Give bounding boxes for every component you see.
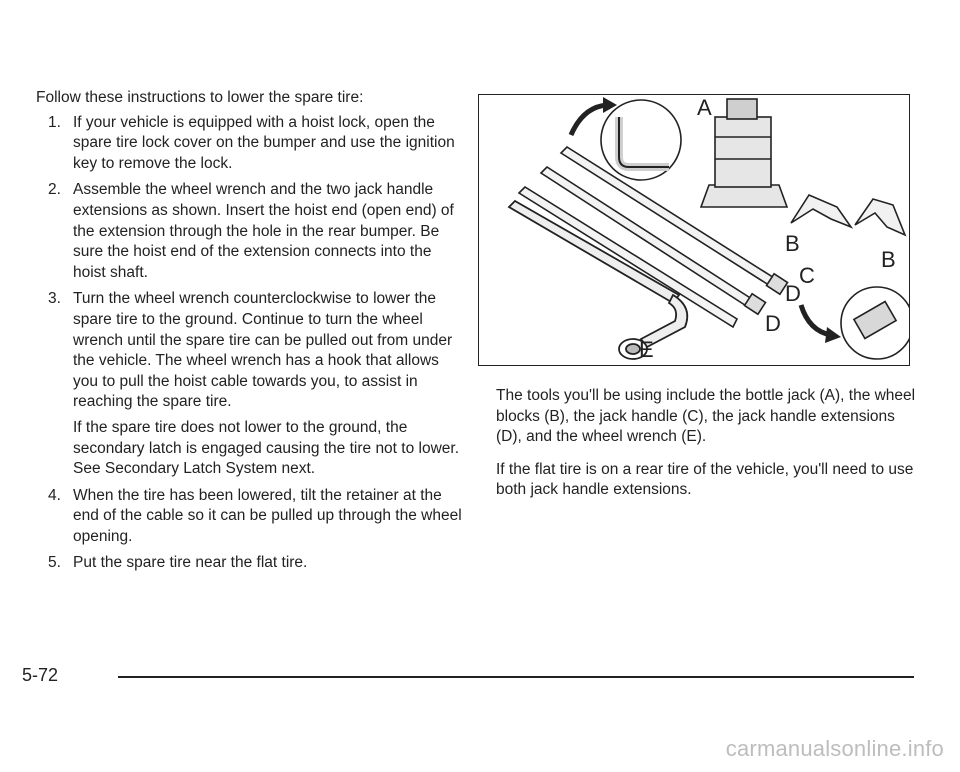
wrench-shaft <box>509 201 679 303</box>
step-3 <box>36 289 466 479</box>
jack-handle-bar <box>519 187 737 327</box>
label-b-left: B <box>785 231 800 256</box>
watermark: carmanualsonline.info <box>725 736 944 761</box>
label-b-right: B <box>881 247 896 272</box>
jack-ram <box>727 99 757 119</box>
arrow-bottom-curve <box>801 305 831 335</box>
tools-drawing <box>479 95 909 365</box>
step-text: When the tire has been lowered, tilt the retainer at the end of the cable so it can be pulled up through the wheel opening. <box>73 486 462 545</box>
instructions-column <box>36 88 466 580</box>
label-c: C <box>799 263 815 288</box>
step-number: 5. <box>48 554 61 572</box>
arrow-bottom-head <box>825 327 841 343</box>
jack-base <box>701 185 787 207</box>
step-1 <box>36 113 466 175</box>
label-d-lower: D <box>765 311 781 336</box>
step-4 <box>36 486 466 548</box>
wheel-blocks <box>791 195 905 235</box>
wheel-block-left <box>791 195 851 227</box>
step-2 <box>36 180 466 283</box>
label-e: E <box>639 337 654 362</box>
step-number: 1. <box>48 113 61 131</box>
steps-list <box>36 113 466 574</box>
tools-paragraph: The tools you'll be using include the bottle jack (A), the wheel blocks (B), the jack handle (C), the jack handle extensions (D), and the wheel wrench (E). <box>496 387 916 446</box>
wrench-socket-inner <box>626 344 640 354</box>
step-number: 2. <box>48 181 61 199</box>
step-text: Put the spare tire near the flat tire. <box>73 554 308 572</box>
step-text: Turn the wheel wrench counterclockwise to lower the spare tire to the ground. Continue to turn the wheel wrench until the spare tire can be pulled out from under the vehicle. The wheel wrench has a hook that allows you to pull the hoist cable towards you, to assist in reaching the spare tire. <box>73 290 453 411</box>
page-number: 5-72 <box>22 665 59 685</box>
tools-description <box>496 386 916 513</box>
label-a: A <box>697 95 712 120</box>
detail-circle-bottom <box>841 287 909 359</box>
intro-text: Follow these instructions to lower the spare tire: <box>36 89 364 106</box>
bottle-jack <box>701 99 787 207</box>
step-text: Assemble the wheel wrench and the two jack handle extensions as shown. Insert the hoist end (open end) of the extension through the hole in the rear bumper. Be sure the hoist end of the extension connects into the hoist shaft. <box>73 181 454 281</box>
step-number: 4. <box>48 486 61 504</box>
step-number: 3. <box>48 290 61 308</box>
footer-rule <box>118 676 914 678</box>
jack-body <box>715 117 771 187</box>
step-note: If the spare tire does not lower to the ground, the secondary latch is engaged causing the tire not to lower. See Secondary Latch System next. <box>73 418 460 478</box>
extensions-paragraph: If the flat tire is on a rear tire of the vehicle, you'll need to use both jack handle extensions. <box>496 460 914 499</box>
tools-illustration <box>478 94 910 366</box>
label-d-upper: D <box>785 281 801 306</box>
step-5 <box>36 553 466 574</box>
wheel-block-right <box>855 199 905 235</box>
detail-circle-top <box>601 100 681 180</box>
step-text: If your vehicle is equipped with a hoist lock, open the spare tire lock cover on the bumper and use the ignition key to remove the lock. <box>73 113 455 172</box>
